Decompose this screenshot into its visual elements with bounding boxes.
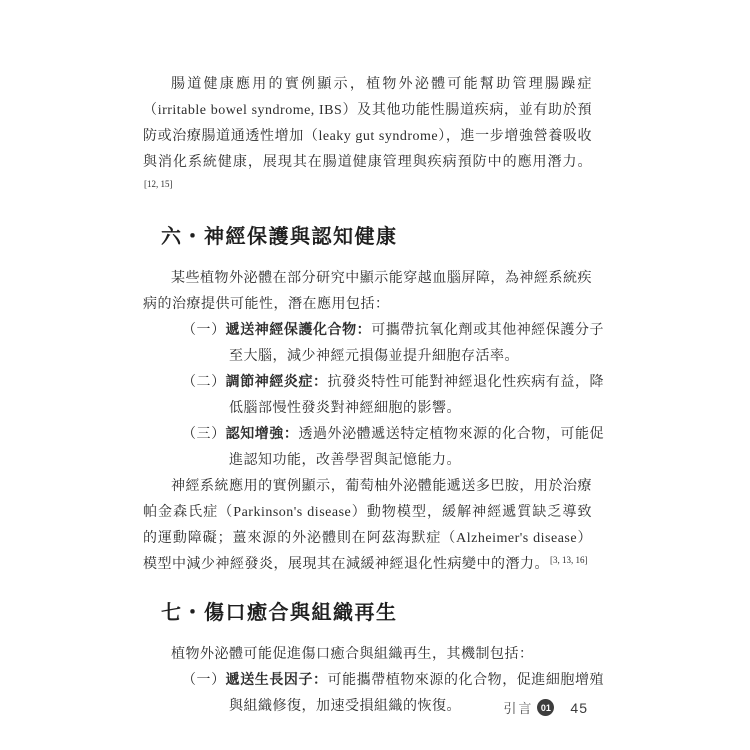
nervous-system-example-paragraph bbox=[143, 474, 592, 578]
list-item-marker: （一） bbox=[182, 673, 226, 688]
list-item-title: 遞送神經保護化合物： bbox=[225, 323, 372, 338]
gut-health-paragraph-text: 腸道健康應用的實例顯示，植物外泌體可能幫助管理腸躁症（irritable bowel syndrome, IBS）及其他功能性腸道疾病，並有助於預防或治療腸道通透性增加（leaky gut syndrome），進一步增強營養吸收與消化系統健康，展現其在腸道健康管理與疾病預防中的應用潛力。 bbox=[143, 77, 592, 170]
list-item-title: 遞送生長因子： bbox=[225, 673, 328, 688]
citation-reference: [3, 13, 16] bbox=[550, 555, 588, 565]
list-item-text: 可能攜帶植物來源的化合物，促進細胞增殖與組織修復，加速受損組織的恢復。 bbox=[229, 673, 605, 714]
section-seven-heading: 七・傷口癒合與組織再生 bbox=[161, 602, 398, 624]
section-six-heading: 六・神經保護與認知健康 bbox=[161, 226, 398, 248]
list-item-marker: （一） bbox=[182, 323, 226, 338]
footer-section-label: 引言 bbox=[503, 701, 534, 716]
section-seven-intro-paragraph: 植物外泌體可能促進傷口癒合與組織再生，其機制包括： bbox=[171, 647, 534, 662]
list-item-title: 調節神經炎症： bbox=[225, 375, 328, 390]
citation-reference: [12, 15] bbox=[144, 179, 173, 189]
list-item bbox=[182, 422, 604, 474]
gut-health-paragraph bbox=[143, 72, 592, 202]
nervous-system-example-text: 神經系統應用的實例顯示，葡萄柚外泌體能遞送多巴胺，用於治療帕金森氏症（Parkinson's disease）動物模型，緩解神經遞質缺乏導致的運動障礙；薑來源的外泌體則在阿茲海默症（Alzheimer's disease）模型中減少神經發炎，展現其在減緩神經退化性病變中的潛力。 bbox=[143, 479, 592, 572]
section-six-list bbox=[182, 318, 604, 474]
list-item-marker: （三） bbox=[182, 427, 226, 442]
list-item bbox=[182, 318, 604, 370]
page-footer bbox=[503, 698, 588, 717]
chapter-number-badge: 01 bbox=[537, 699, 554, 716]
list-item-title: 認知增強： bbox=[225, 427, 299, 442]
page-number: 45 bbox=[570, 699, 588, 716]
page-content bbox=[143, 72, 605, 720]
list-item-text: 透過外泌體遞送特定植物來源的化合物，可能促進認知功能，改善學習與記憶能力。 bbox=[229, 427, 605, 468]
section-six-intro-paragraph: 某些植物外泌體在部分研究中顯示能穿越血腦屏障，為神經系統疾病的治療提供可能性，潛在應用包括： bbox=[143, 271, 592, 312]
list-item-marker: （二） bbox=[182, 375, 226, 390]
list-item-text: 可攜帶抗氧化劑或其他神經保護分子至大腦，減少神經元損傷並提升細胞存活率。 bbox=[229, 323, 605, 364]
list-item-text: 抗發炎特性可能對神經退化性疾病有益，降低腦部慢性發炎對神經細胞的影響。 bbox=[229, 375, 605, 416]
list-item bbox=[182, 370, 604, 422]
